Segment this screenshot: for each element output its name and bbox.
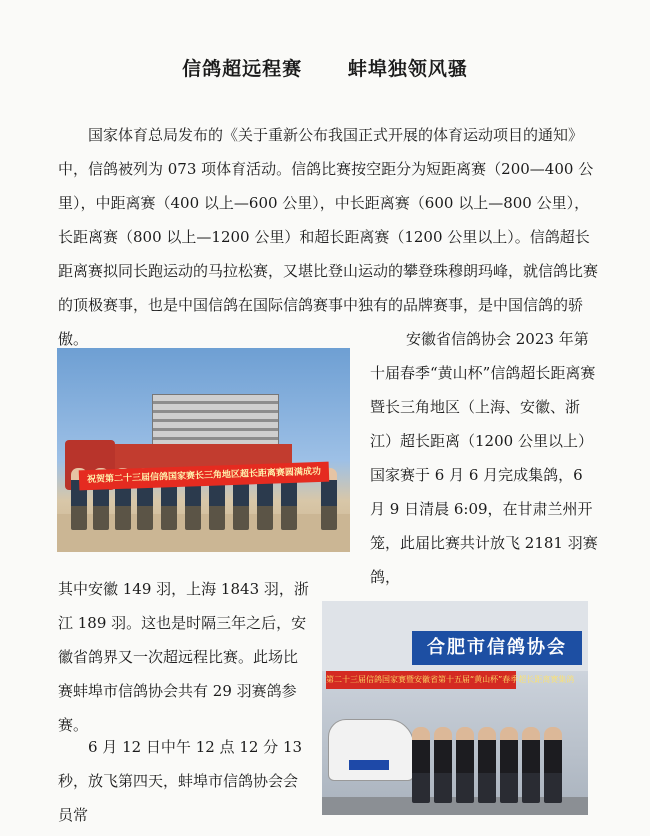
paragraph-race: 安徽省信鸽协会 2023 年第十届春季“黄山杯”信鸽超长距离赛暨长三角地区（上海、安徽、浙江）超长距离（1200 公里以上）国家赛于 6 月 6 月完成集鸽，6 月 9 日清晨 6:09，在甘肃兰州开笼，此届比赛共计放飞 2181 羽赛鸽，: [370, 330, 598, 586]
license-plate: [349, 760, 389, 770]
person: [544, 727, 562, 803]
person: [412, 727, 430, 803]
person: [478, 727, 496, 803]
photo-association-group: [322, 601, 588, 815]
paragraph-counts: 其中安徽 149 羽，上海 1843 羽，浙江 189 羽。这也是时隔三年之后，安徽省鸽界又一次超远程比赛。此场比赛蚌埠市信鸽协会共有 29 羽赛鸽参赛。: [58, 580, 309, 734]
white-car: [328, 719, 414, 781]
celebration-banner: 祝贺第二十三届信鸽国家赛长三角地区超长距离赛圆满成功: [79, 462, 330, 491]
association-sign: 合肥市信鸽协会: [412, 631, 582, 665]
paragraph-finish: 6 月 12 日中午 12 点 12 分 13 秒，放飞第四天，蚌埠市信鸽协会会员常: [58, 738, 303, 824]
photo-truck-team: [57, 348, 350, 552]
person: [434, 727, 452, 803]
member-group: [412, 691, 582, 811]
event-banner: 第二十三届信鸽国家赛暨安徽省第十五届“黄山杯”春季超长距离赛集鸽: [326, 671, 516, 689]
person: [456, 727, 474, 803]
person: [522, 727, 540, 803]
person: [500, 727, 518, 803]
paragraph-intro: 国家体育总局发布的《关于重新公布我国正式开展的体育运动项目的通知》中，信鸽被列为 073 项体育活动。信鸽比赛按空距分为短距离赛（200—400 公里），中距离赛（400 以上—600 公里），中长距离赛（600 以上—800 公里），长距离赛（800 以上—1200 公里）和超长距离赛（1200 公里以上）。信鸽超长距离赛拟同长跑运动的马拉松赛，又堪比登山运动的攀登珠穆朗玛峰，就信鸽比赛的顶极赛事，也是中国信鸽在国际信鸽赛事中独有的品牌赛事，是中国信鸽的骄傲。: [58, 126, 599, 348]
article-title: 信鸽超远程赛 蚌埠独领风骚: [182, 58, 468, 80]
